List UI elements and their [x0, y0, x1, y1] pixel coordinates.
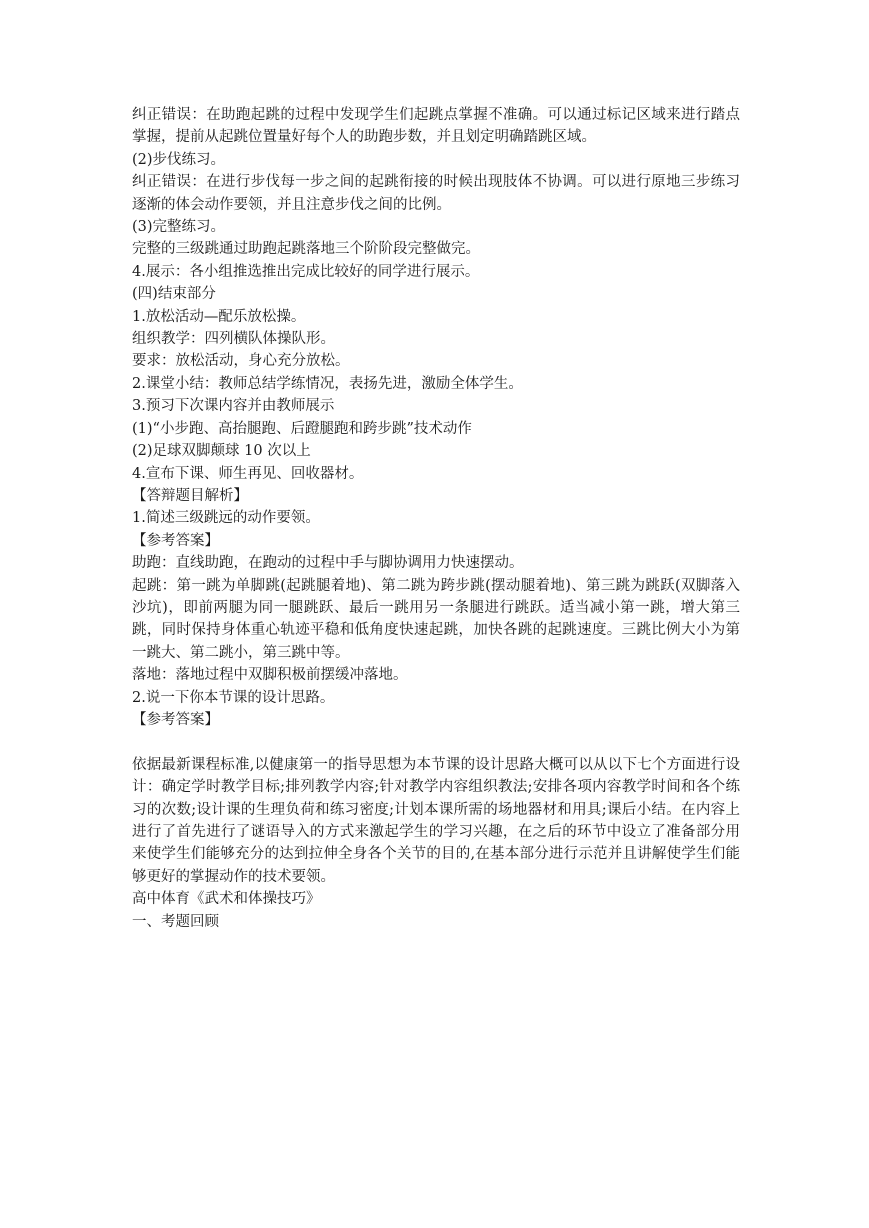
text-line: (1)“小步跑、高抬腿跑、后蹬腿跑和跨步跳”技术动作: [132, 420, 472, 437]
question-line: 1.简述三级跳远的动作要领。: [132, 510, 320, 527]
text-line: 助跑：直线助跑，在跑动的过程中手与脚协调用力快速摆动。: [132, 555, 524, 572]
paragraph-design-ideas: 依据最新课程标准,以健康第一的指导思想为本节课的设计思路大概可以从以下七个方面进行设计：确定学时教学目标;排列教学内容;针对教学内容组织教法;安排各项内容教学时间和各个练习的次数;设计课的生理负荷和练习密度;计划本课所需的场地器材和用具;课后小结。在内容上进行了首先进行了谜语导入的方式来激起学生的学习兴趣，在之后的环节中设立了准备部分用来使学生们能够充分的达到拉伸全身各个关节的目的,在基本部分进行示范并且讲解使学生们能够更好的掌握动作的技术要领。: [132, 756, 740, 885]
answer-heading: 【参考答案】: [132, 711, 219, 728]
heading-complete-practice: (3)完整练习。: [132, 219, 226, 236]
text-line: 1.放松活动—配乐放松操。: [132, 308, 306, 325]
text-line: (2)足球双脚颠球 10 次以上: [132, 443, 311, 460]
section-heading-defense: 【答辩题目解析】: [132, 487, 248, 504]
text-line: 4.宣布下课、师生再见、回收器材。: [132, 465, 364, 482]
text-line: 完整的三级跳通过助跑起跳落地三个阶阶段完整做完。: [132, 241, 480, 258]
paragraph-correction-takeoff: 纠正错误：在助跑起跳的过程中发现学生们起跳点掌握不准确。可以通过标记区域来进行踏点掌握，提前从起跳位置量好每个人的助跑步数，并且划定明确踏跳区域。: [132, 107, 740, 146]
answer-heading: 【参考答案】: [132, 532, 219, 549]
text-line: 落地：落地过程中双脚积极前摆缓冲落地。: [132, 667, 408, 684]
heading-step-practice: (2)步伐练习。: [132, 151, 226, 168]
blank-line: [132, 731, 740, 753]
text-line: 要求：放松活动，身心充分放松。: [132, 353, 350, 370]
paragraph-takeoff-answer: 起跳：第一跳为单脚跳(起跳腿着地)、第二跳为跨步跳(摆动腿着地)、第三跳为跳跃(双脚落入沙坑)，即前两腿为同一腿跳跃、最后一跳用另一条腿进行跳跃。适当减小第一跳，增大第三跳，同时保持身体重心轨迹平稳和低角度快速起跳，加快各跳的起跳速度。三跳比例大小为第一跳大、第二跳小，第三跳中等。: [132, 577, 740, 661]
paragraph-correction-step: 纠正错误：在进行步伐每一步之间的起跳衔接的时候出现肢体不协调。可以进行原地三步练习逐渐的体会动作要领，并且注意步伐之间的比例。: [132, 174, 740, 213]
text-line: 组织教学：四列横队体操队形。: [132, 331, 335, 348]
lesson-title: 高中体育《武术和体操技巧》: [132, 891, 321, 908]
section-heading-review: 一、考题回顾: [132, 913, 219, 930]
text-line: 4.展示：各小组推选推出完成比较好的同学进行展示。: [132, 263, 480, 280]
text-line: 3.预习下次课内容并由教师展示: [132, 398, 335, 415]
question-line: 2.说一下你本节课的设计思路。: [132, 689, 335, 706]
document-body: [132, 104, 740, 933]
section-heading-ending: (四)结束部分: [132, 286, 216, 303]
text-line: 2.课堂小结：教师总结学练情况，表扬先进，激励全体学生。: [132, 375, 523, 392]
